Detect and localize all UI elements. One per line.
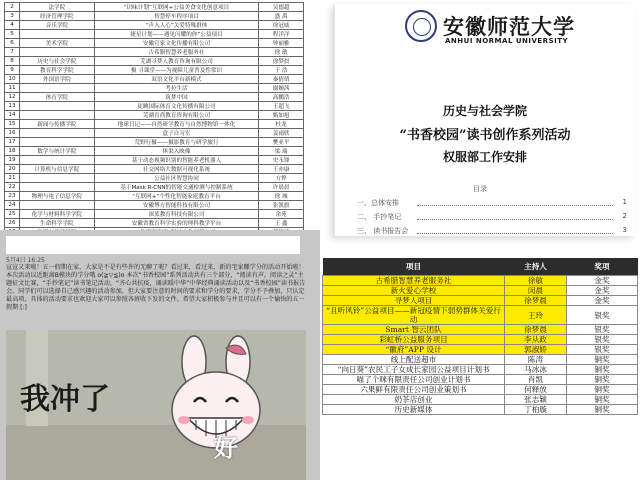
list-table-row xyxy=(5,39,304,48)
document-page xyxy=(334,4,635,236)
list-cell-college: 音乐学院 xyxy=(19,21,94,30)
award-cell-host: 肖凯 xyxy=(505,375,567,385)
award-cell-award: 银奖 xyxy=(567,306,638,325)
award-row xyxy=(323,276,638,286)
list-cell-project: “识味计划”互联网+公益美食文化创意项目 xyxy=(94,3,259,12)
toc-item-label: 三、 读书报告会 xyxy=(357,227,409,235)
award-cell-project: Smart 智云团队 xyxy=(323,325,505,335)
award-cell-host: 郭淑娇 xyxy=(505,345,567,355)
list-table-row xyxy=(5,21,304,30)
list-cell-project: 智慧停车程序项目 xyxy=(94,12,259,21)
toc-item-label: 一、总体安排 xyxy=(357,199,399,207)
list-cell-college: 计算机与信息学院 xyxy=(19,165,94,174)
award-cell-host: 陈涛 xyxy=(505,355,567,365)
list-table-row xyxy=(5,129,304,138)
list-cell-n: 7 xyxy=(5,48,20,57)
list-cell-college: 体育学院 xyxy=(19,93,94,102)
award-cell-project: 寻梦人项目 xyxy=(323,296,505,306)
list-cell-n: 20 xyxy=(5,165,20,174)
list-cell-n: 11 xyxy=(5,84,20,93)
award-cell-host: 王玲 xyxy=(505,306,567,325)
list-cell-project: “声入人心”关爱特殊群体 xyxy=(94,21,259,30)
award-row xyxy=(323,296,638,306)
list-table-row xyxy=(5,183,304,192)
list-cell-project: 地球日记——自然研学教育与自然博物馆一体化 xyxy=(94,120,259,129)
list-cell-n: 17 xyxy=(5,138,20,147)
toc-leader-dots xyxy=(417,205,613,206)
university-logo-text: 安徽师范大学 xyxy=(443,14,575,39)
award-cell-award: 银奖 xyxy=(567,345,638,355)
list-cell-n: 26 xyxy=(5,219,20,228)
list-cell-project: 古希腊智慧养老服务社 xyxy=(94,48,259,57)
list-cell-n: 2 xyxy=(5,3,20,12)
list-cell-n: 18 xyxy=(5,147,20,156)
list-cell-college xyxy=(19,30,94,39)
award-cell-project: 历史新媒体 xyxy=(323,405,505,415)
list-cell-person: 高鹏浩 xyxy=(259,93,304,102)
award-cell-award: 铜奖 xyxy=(567,375,638,385)
list-cell-person: 张凯旗 xyxy=(259,201,304,210)
list-cell-project: 社交网络大数据可视化系统 xyxy=(94,165,259,174)
toc-item-page: 2 xyxy=(622,212,627,220)
list-cell-n: 4 xyxy=(5,21,20,30)
award-cell-award: 铜奖 xyxy=(567,395,638,405)
list-cell-person: 盛 禹 xyxy=(259,12,304,21)
project-list-table xyxy=(4,2,304,255)
list-cell-project: 筑梦中国 xyxy=(94,93,259,102)
post-header-card xyxy=(6,236,300,254)
list-cell-person: 甄如旭 xyxy=(259,111,304,120)
list-cell-person: 吴德超 xyxy=(259,3,304,12)
list-cell-person: 秦倩倩 xyxy=(259,75,304,84)
award-cell-award: 金奖 xyxy=(567,296,638,306)
toc-heading: 目录 xyxy=(473,185,487,193)
list-cell-n: 13 xyxy=(5,102,20,111)
list-cell-n: 15 xyxy=(5,120,20,129)
list-cell-person: 徐梦晨 xyxy=(259,57,304,66)
award-cell-award: 铜奖 xyxy=(567,405,638,415)
list-cell-project: 安徽博方智能科技有限公司 xyxy=(94,201,259,210)
toc-item-page: 1 xyxy=(622,198,627,206)
list-cell-person: 徐 城 xyxy=(259,192,304,201)
toc-leader-dots xyxy=(417,233,613,234)
list-table-row xyxy=(5,48,304,57)
list-cell-person: 徐 敏 xyxy=(259,48,304,57)
meme-caption-small: 好 xyxy=(214,434,238,462)
doc-title-department: 权服部工作安排 xyxy=(442,150,527,164)
meme-image xyxy=(6,330,306,480)
list-cell-person: 杜龙 xyxy=(259,120,304,129)
list-cell-person: 梁 瑞 xyxy=(259,147,304,156)
list-table-row xyxy=(5,192,304,201)
toc-item-label: 二、 手抄笔记 xyxy=(357,213,402,221)
award-row xyxy=(323,286,638,296)
award-cell-host: 马冰冰 xyxy=(505,365,567,375)
meme-caption-main: 我冲了 xyxy=(20,382,110,417)
award-row xyxy=(323,365,638,375)
award-cell-project: 新火爱心学校 xyxy=(323,286,505,296)
list-cell-project: 公益社区智慧协同 xyxy=(94,174,259,183)
list-table-row xyxy=(5,75,304,84)
award-row xyxy=(323,355,638,365)
list-cell-college: 经济管理学院 xyxy=(19,12,94,21)
doc-title-college: 历史与社会学院 xyxy=(442,104,527,118)
toc-item-page: 3 xyxy=(622,226,627,234)
award-cell-award: 铜奖 xyxy=(567,355,638,365)
list-cell-college: 物理与电子信息学院 xyxy=(19,192,94,201)
list-table-row xyxy=(5,93,304,102)
document-cover xyxy=(320,0,640,240)
list-cell-college xyxy=(19,129,94,138)
list-cell-project: “互联网+”个性化智能家庭教育平台 xyxy=(94,192,259,201)
list-table-row xyxy=(5,66,304,75)
list-cell-college: 美术学院 xyxy=(19,39,94,48)
list-cell-person: 许晨晨 xyxy=(259,183,304,192)
award-row xyxy=(323,375,638,385)
award-cell-project: 古希腊智慧养老服务社 xyxy=(323,276,505,286)
list-table-row xyxy=(5,120,304,129)
award-cell-host: 闵晨 xyxy=(505,286,567,296)
toc-item xyxy=(357,226,627,236)
list-cell-project: 深蓝教育科技有限公司 xyxy=(94,210,259,219)
award-row xyxy=(323,345,638,355)
list-cell-college xyxy=(19,183,94,192)
header-award: 奖项 xyxy=(567,258,638,276)
list-cell-n: 9 xyxy=(5,66,20,75)
post-body-text: 宣宣又来啦！五一假期在家，大家是不是有些许的无聊了呢？看过来，看过来，新的宅家赚学分的活动开始啦！本次活动以近距离B模块的学分哦 o(≧▽≦)o 本次“书香校园”系列活动共有三个部分，“阅读有声，阅读之灵”主题征文比赛，“手抄笔记”读书笔记活动，“齐心共抗疫，诵读暖中华”中华经典诵读活动以及“书香校园”读书报告会。同学们可以选择自己感兴趣的活动参加，但大家要注意的时间的要求和学分的要求，学分不予叠加，只认定最高项，具体的活动要求也欢迎大家可以参照各班收下发的文件。希望大家积极参与并且可以有一个愉快的五一假期 [:] xyxy=(6,264,306,311)
list-cell-n: 14 xyxy=(5,111,20,120)
list-cell-project: 捷星计划——遇见闪耀的你”公益项目 xyxy=(94,30,259,39)
list-table-row xyxy=(5,147,304,156)
list-cell-college xyxy=(19,84,94,93)
toc-item xyxy=(357,212,627,222)
list-cell-college: 数学与统计学院 xyxy=(19,147,94,156)
list-cell-n: 5 xyxy=(5,30,20,39)
list-cell-n: 8 xyxy=(5,57,20,66)
list-cell-n: 10 xyxy=(5,75,20,84)
list-cell-college: 教育科学学院 xyxy=(19,66,94,75)
list-table-row xyxy=(5,138,304,147)
list-table-row xyxy=(5,165,304,174)
award-cell-host: 徐敏 xyxy=(505,276,567,286)
list-table-row xyxy=(5,201,304,210)
list-cell-project: 休渠入映像 xyxy=(94,147,259,156)
list-cell-person: 程洋洋 xyxy=(259,30,304,39)
list-cell-project: 芜湖育尚教育咨询有限公司 xyxy=(94,111,259,120)
list-table-row xyxy=(5,102,304,111)
list-cell-college xyxy=(19,201,94,210)
award-cell-project: 喵了个咪有限责任公司创业计划书 xyxy=(323,375,505,385)
awards-table xyxy=(322,258,638,415)
list-cell-person: 王超飞 xyxy=(259,102,304,111)
list-cell-project: 双语文化平台新模式 xyxy=(94,75,259,84)
award-cell-host: 张志颖 xyxy=(505,395,567,405)
list-cell-college: 法学院 xyxy=(19,3,94,12)
list-cell-college xyxy=(19,48,94,57)
list-cell-person: 王亦康 xyxy=(259,165,304,174)
social-post-screenshot xyxy=(0,230,320,480)
award-cell-project: “向日葵”农民工子女成长家园公益项目计划书 xyxy=(323,365,505,375)
list-table-row xyxy=(5,174,304,183)
list-cell-project: 考拉生活 xyxy=(94,84,259,93)
list-cell-college xyxy=(19,111,94,120)
award-cell-award: 金奖 xyxy=(567,276,638,286)
award-cell-award: 银奖 xyxy=(567,325,638,335)
award-cell-award: 银奖 xyxy=(567,335,638,345)
header-project: 项目 xyxy=(323,258,505,276)
award-cell-project: 奶茶店创业 xyxy=(323,395,505,405)
list-cell-project: 安徽省教育科学实验的理科教学平台 xyxy=(94,219,259,228)
list-cell-person: 王 鑫 xyxy=(259,219,304,228)
list-cell-project: 徒跳国际体育文化传播有限公司 xyxy=(94,102,259,111)
university-seal-icon xyxy=(405,10,437,42)
award-cell-project: “徽府”APP 设计 xyxy=(323,345,505,355)
list-cell-college: 生命科学学院 xyxy=(19,219,94,228)
award-row xyxy=(323,335,638,345)
list-cell-college xyxy=(19,138,94,147)
list-cell-project: 芜湖寻梦人教育咨询有限公司 xyxy=(94,57,259,66)
list-cell-n: 3 xyxy=(5,12,20,21)
doc-title-activity: “书香校园”读书创作系列活动 xyxy=(399,128,571,143)
list-table-row xyxy=(5,111,304,120)
award-cell-host: 徐梦晨 xyxy=(505,325,567,335)
award-cell-host: 何释放 xyxy=(505,385,567,395)
award-cell-host: 李从政 xyxy=(505,335,567,345)
list-cell-n: 23 xyxy=(5,192,20,201)
list-cell-college xyxy=(19,102,94,111)
award-cell-project: 彩虹桥公益服务项目 xyxy=(323,335,505,345)
award-row xyxy=(323,385,638,395)
list-cell-n: 21 xyxy=(5,174,20,183)
list-table-row xyxy=(5,30,304,39)
list-cell-person: 方烨 xyxy=(259,174,304,183)
list-cell-person: 钟丽雅 xyxy=(259,39,304,48)
award-cell-host: 丁柏璇 xyxy=(505,405,567,415)
list-cell-project: 基于动态视频识别的智能养老机器人 xyxy=(94,156,259,165)
list-table-row xyxy=(5,84,304,93)
list-table-row xyxy=(5,57,304,66)
list-cell-project: 盒子自习室 xyxy=(94,129,259,138)
post-timestamp: 5月4日 16:25 xyxy=(6,257,45,264)
award-cell-project: “且听风铃”公益项目——新冠疫情下弱势群体关爱行动 xyxy=(323,306,505,325)
list-table-row xyxy=(5,12,304,21)
award-cell-project: 六果鲜有限责任公司创业策划书 xyxy=(323,385,505,395)
list-table-row xyxy=(5,210,304,219)
list-cell-person: 谢婉茜 xyxy=(259,84,304,93)
list-cell-n: 19 xyxy=(5,156,20,165)
toc-item xyxy=(357,198,627,208)
awards-header-row xyxy=(323,258,638,276)
award-cell-award: 铜奖 xyxy=(567,365,638,375)
list-cell-person: 樊亚平 xyxy=(259,138,304,147)
list-cell-n: 6 xyxy=(5,39,20,48)
list-cell-college: 历史与社会学院 xyxy=(19,57,94,66)
list-cell-person: 余苑 xyxy=(259,210,304,219)
list-cell-person: 于 浩 xyxy=(259,66,304,75)
list-cell-n: 25 xyxy=(5,210,20,219)
list-cell-person: 姜雨欣 xyxy=(259,129,304,138)
list-cell-project: 安徽宣家文化传播有限公司 xyxy=(94,39,259,48)
award-row xyxy=(323,325,638,335)
list-cell-college xyxy=(19,174,94,183)
award-row xyxy=(323,306,638,325)
list-cell-project: 极 寻课堂——为视障儿童普及性常识 xyxy=(94,66,259,75)
list-cell-person: 史永锋 xyxy=(259,156,304,165)
list-table-row xyxy=(5,219,304,228)
list-cell-college: 新闻与传播学院 xyxy=(19,120,94,129)
list-cell-person: 徐冠威 xyxy=(259,21,304,30)
award-cell-project: 线上配送超市 xyxy=(323,355,505,365)
university-logo-english: ANHUI NORMAL UNIVERSITY xyxy=(445,37,569,45)
list-cell-college xyxy=(19,156,94,165)
list-table-row xyxy=(5,3,304,12)
project-list-photo xyxy=(0,0,320,230)
header-host: 主持人 xyxy=(505,258,567,276)
list-cell-project: 基于Mask R-CNN的智能交通检测与控制系统 xyxy=(94,183,259,192)
award-cell-award: 铜奖 xyxy=(567,385,638,395)
list-cell-n: 12 xyxy=(5,93,20,102)
awards-table-photo xyxy=(320,258,640,480)
list-table-row xyxy=(5,156,304,165)
list-cell-college: 外国语学院 xyxy=(19,75,94,84)
award-row xyxy=(323,405,638,415)
list-cell-n: 24 xyxy=(5,201,20,210)
list-cell-n: 22 xyxy=(5,183,20,192)
toc-leader-dots xyxy=(417,219,613,220)
award-row xyxy=(323,395,638,405)
award-cell-award: 金奖 xyxy=(567,286,638,296)
list-cell-project: 荒野行摄——摄影教育与研学旅行 xyxy=(94,138,259,147)
list-cell-college: 化学与材料科学学院 xyxy=(19,210,94,219)
list-cell-n: 16 xyxy=(5,129,20,138)
award-cell-host: 徐梦晨 xyxy=(505,296,567,306)
